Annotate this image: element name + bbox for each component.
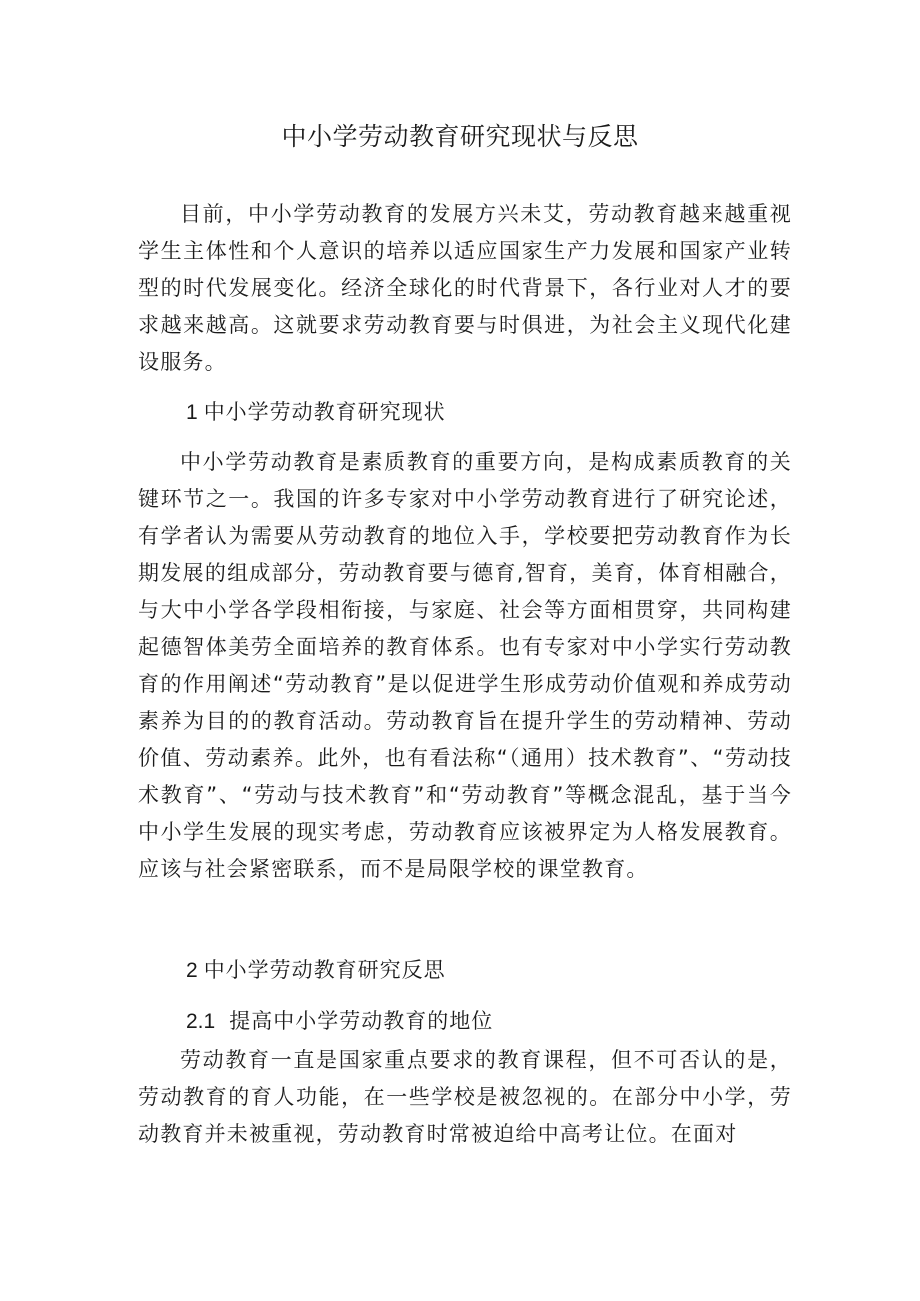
section-1-number: 1 [186, 401, 198, 424]
section-2-1-paragraph: 劳动教育一直是国家重点要求的教育课程，但不可否认的是，劳动教育的育人功能，在一些学校是被忽视的。在部分中小学，劳动教育并未被重视，劳动教育时常被迫给中高考让位。在面对 [138, 1048, 792, 1146]
section-1-title: 中小学劳动教育研究现状 [203, 400, 446, 424]
section-2-heading [186, 952, 446, 989]
section-2-1-heading [186, 1003, 493, 1040]
section-2-number: 2 [186, 959, 198, 982]
document-title: 中小学劳动教育研究现状与反思 [281, 122, 639, 151]
section-2-title: 中小学劳动教育研究反思 [203, 958, 446, 982]
section-1-heading [186, 394, 446, 431]
section-2-1-number: 2.1 [186, 1010, 216, 1033]
section-2-1-title: 提高中小学劳动教育的地位 [229, 1009, 494, 1033]
section-1-paragraph: 中小学劳动教育是素质教育的重要方向，是构成素质教育的关键环节之一。我国的许多专家对中小学劳动教育进行了研究论述，有学者认为需要从劳动教育的地位入手，学校要把劳动教育作为长期发展的组成部分，劳动教育要与德育,智育，美育，体育相融合，与大中小学各学段相衔接，与家庭、社会等方面相贯穿，共同构建起德智体美劳全面培养的教育体系。也有专家对中小学实行劳动教育的作用阐述“劳动教育”是以促进学生形成劳动价值观和养成劳动素养为目的的教育活动。劳动教育旨在提升学生的劳动精神、劳动价值、劳动素养。此外，也有看法称“（通用）技术教育”、“劳动技术教育”、“劳动与技术教育”和“劳动教育”等概念混乱，基于当今中小学生发展的现实考虑，劳动教育应该被界定为人格发展教育。应该与社会紧密联系，而不是局限学校的课堂教育。 [138, 450, 792, 881]
intro-paragraph: 目前，中小学劳动教育的发展方兴未艾，劳动教育越来越重视学生主体性和个人意识的培养以适应国家生产力发展和国家产业转型的时代发展变化。经济全球化的时代背景下，各行业对人才的要求越来越高。这就要求劳动教育要与时俱进，为社会主义现代化建设服务。 [138, 202, 792, 374]
